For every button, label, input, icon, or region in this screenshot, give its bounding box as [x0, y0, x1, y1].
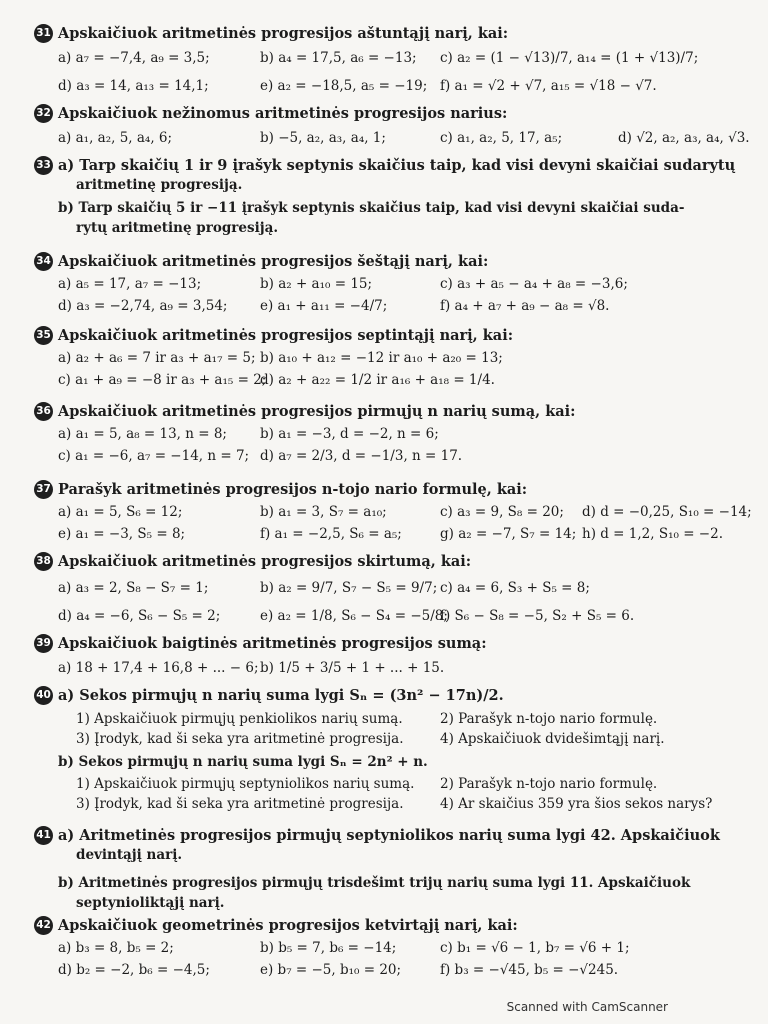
exercise-38	[34, 552, 754, 627]
task-34e: e) a₁ + a₁₁ = −4/7;	[260, 298, 388, 314]
task-37e: e) a₁ = −3, S₅ = 8;	[58, 526, 186, 542]
exercise-number: 35	[34, 326, 53, 345]
scanner-watermark: Scanned with CamScanner	[506, 1000, 668, 1014]
exercise-title: Parašyk aritmetinės progresijos n-tojo nario formulę, kai:	[58, 481, 528, 498]
task-34b: b) a₂ + a₁₀ = 15;	[260, 276, 373, 292]
task-38d: d) a₄ = −6, S₆ − S₅ = 2;	[58, 608, 221, 624]
task-42b: b) b₅ = 7, b₆ = −14;	[260, 940, 397, 956]
exercise-33	[34, 156, 754, 238]
task-31d: d) a₃ = 14, a₁₃ = 14,1;	[58, 78, 209, 94]
task-36d: d) a₇ = 2/3, d = −1/3, n = 17.	[260, 448, 463, 464]
exercise-number: 32	[34, 104, 53, 123]
task-40b-1: 1) Apskaičiuok pirmųjų septyniolikos narių sumą.	[76, 776, 415, 792]
task-38b: b) a₂ = 9/7, S₇ − S₅ = 9/7;	[260, 580, 438, 596]
exercise-31	[34, 24, 754, 97]
exercise-34	[34, 252, 754, 317]
task-36c: c) a₁ = −6, a₇ = −14, n = 7;	[58, 448, 250, 464]
exercise-40b-title: b) Sekos pirmųjų n narių suma lygi Sₙ = 2n² + n.	[58, 754, 428, 770]
task-36a: a) a₁ = 5, a₈ = 13, n = 8;	[58, 426, 227, 442]
task-42e: e) b₇ = −5, b₁₀ = 20;	[260, 962, 402, 978]
task-35d: d) a₂ + a₂₂ = 1/2 ir a₁₆ + a₁₈ = 1/4.	[260, 372, 495, 388]
exercise-37	[34, 480, 754, 545]
task-38e: e) a₂ = 1/8, S₆ − S₄ = −5/8;	[260, 608, 448, 624]
exercise-title: Apskaičiuok aritmetinės progresijos septintąjį narį, kai:	[58, 327, 514, 344]
task-39b: b) 1/5 + 3/5 + 1 + ... + 15.	[260, 660, 445, 676]
exercise-title: Apskaičiuok baigtinės aritmetinės progresijos sumą:	[58, 635, 487, 652]
task-37d: d) d = −0,25, S₁₀ = −14;	[582, 504, 752, 520]
exercise-33a-line1: a) Tarp skaičių 1 ir 9 įrašyk septynis skaičius taip, kad visi devyni skaičiai sudarytų	[58, 157, 736, 174]
exercise-41b-line2: septynioliktąjį narį.	[76, 895, 225, 911]
task-38f: f) S₆ − S₈ = −5, S₂ + S₅ = 6.	[440, 608, 635, 624]
exercise-35	[34, 326, 754, 391]
task-32a: a) a₁, a₂, 5, a₄, 6;	[58, 130, 173, 146]
task-37f: f) a₁ = −2,5, S₆ = a₅;	[260, 526, 402, 542]
task-31c: c) a₂ = (1 − √13)/7, a₁₄ = (1 + √13)/7;	[440, 50, 699, 66]
exercise-number: 31	[34, 24, 53, 43]
task-40b-4: 4) Ar skaičius 359 yra šios sekos narys?	[440, 796, 713, 812]
exercise-32	[34, 104, 754, 149]
task-32b: b) −5, a₂, a₃, a₄, 1;	[260, 130, 386, 146]
task-38a: a) a₃ = 2, S₈ − S₇ = 1;	[58, 580, 209, 596]
task-42c: c) b₁ = √6 − 1, b₇ = √6 + 1;	[440, 940, 630, 956]
exercise-number: 37	[34, 480, 53, 499]
task-37c: c) a₃ = 9, S₈ = 20;	[440, 504, 564, 520]
task-40a-4: 4) Apskaičiuok dvidešimtąjį narį.	[440, 731, 665, 747]
exercise-number: 34	[34, 252, 53, 271]
task-34d: d) a₃ = −2,74, a₉ = 3,54;	[58, 298, 228, 314]
exercise-number: 38	[34, 552, 53, 571]
task-34c: c) a₃ + a₅ − a₄ + a₈ = −3,6;	[440, 276, 628, 292]
task-42d: d) b₂ = −2, b₆ = −4,5;	[58, 962, 210, 978]
task-35a: a) a₂ + a₆ = 7 ir a₃ + a₁₇ = 5;	[58, 350, 256, 366]
task-35c: c) a₁ + a₉ = −8 ir a₃ + a₁₅ = 2;	[58, 372, 267, 388]
task-37h: h) d = 1,2, S₁₀ = −2.	[582, 526, 723, 542]
exercise-42	[34, 916, 754, 981]
task-31a: a) a₇ = −7,4, a₉ = 3,5;	[58, 50, 210, 66]
task-31f: f) a₁ = √2 + √7, a₁₅ = √18 − √7.	[440, 78, 657, 94]
task-32c: c) a₁, a₂, 5, 17, a₅;	[440, 130, 563, 146]
exercise-title: Apskaičiuok aritmetinės progresijos šeštąjį narį, kai:	[58, 253, 489, 270]
exercise-40	[34, 686, 754, 814]
exercise-number: 33	[34, 156, 53, 175]
exercise-33b-line2: rytų aritmetinę progresiją.	[76, 220, 279, 236]
exercise-33a-line2: aritmetinę progresiją.	[76, 177, 243, 193]
exercise-39	[34, 634, 754, 679]
task-35b: b) a₁₀ + a₁₂ = −12 ir a₁₀ + a₂₀ = 13;	[260, 350, 503, 366]
task-38c: c) a₄ = 6, S₃ + S₅ = 8;	[440, 580, 590, 596]
task-37a: a) a₁ = 5, S₆ = 12;	[58, 504, 183, 520]
task-37g: g) a₂ = −7, S₇ = 14;	[440, 526, 577, 542]
exercise-41	[34, 826, 754, 913]
exercise-number: 41	[34, 826, 53, 845]
exercise-number: 36	[34, 402, 53, 421]
task-40b-2: 2) Parašyk n-tojo nario formulę.	[440, 776, 658, 792]
exercise-41a-line2: devintąjį narį.	[76, 847, 183, 863]
task-40b-3: 3) Įrodyk, kad ši seka yra aritmetinė progresija.	[76, 796, 404, 812]
exercise-title: Apskaičiuok aritmetinės progresijos aštuntąjį narį, kai:	[58, 25, 509, 42]
exercise-40a-title: a) Sekos pirmųjų n narių suma lygi Sₙ = (3n² − 17n)/2.	[58, 687, 504, 704]
task-40a-2: 2) Parašyk n-tojo nario formulę.	[440, 711, 658, 727]
task-42f: f) b₃ = −√45, b₅ = −√245.	[440, 962, 619, 978]
task-40a-1: 1) Apskaičiuok pirmųjų penkiolikos narių sumą.	[76, 711, 403, 727]
task-31b: b) a₄ = 17,5, a₆ = −13;	[260, 50, 417, 66]
task-36b: b) a₁ = −3, d = −2, n = 6;	[260, 426, 439, 442]
exercise-41b-line1: b) Aritmetinės progresijos pirmųjų trisdešimt trijų narių suma lygi 11. Apskaičiuok	[58, 875, 691, 891]
exercise-title: Apskaičiuok geometrinės progresijos ketvirtąjį narį, kai:	[58, 917, 518, 934]
exercise-number: 39	[34, 634, 53, 653]
task-39a: a) 18 + 17,4 + 16,8 + ... − 6;	[58, 660, 259, 676]
exercise-title: Apskaičiuok nežinomus aritmetinės progresijos narius:	[58, 105, 508, 122]
task-34a: a) a₅ = 17, a₇ = −13;	[58, 276, 202, 292]
exercise-number: 40	[34, 686, 53, 705]
exercise-33b-line1: b) Tarp skaičių 5 ir −11 įrašyk septynis skaičius taip, kad visi devyni skaičiai suda-	[58, 200, 685, 216]
exercise-41a-line1: a) Aritmetinės progresijos pirmųjų septyniolikos narių suma lygi 42. Apskaičiuok	[58, 827, 720, 844]
exercise-title: Apskaičiuok aritmetinės progresijos skirtumą, kai:	[58, 553, 472, 570]
task-37b: b) a₁ = 3, S₇ = a₁₀;	[260, 504, 387, 520]
exercise-36	[34, 402, 754, 467]
task-31e: e) a₂ = −18,5, a₅ = −19;	[260, 78, 428, 94]
task-34f: f) a₄ + a₇ + a₉ − a₈ = √8.	[440, 298, 610, 314]
exercise-number: 42	[34, 916, 53, 935]
task-42a: a) b₃ = 8, b₅ = 2;	[58, 940, 174, 956]
task-40a-3: 3) Įrodyk, kad ši seka yra aritmetinė progresija.	[76, 731, 404, 747]
task-32d: d) √2, a₂, a₃, a₄, √3.	[618, 130, 750, 146]
exercise-title: Apskaičiuok aritmetinės progresijos pirmųjų n narių sumą, kai:	[58, 403, 576, 420]
